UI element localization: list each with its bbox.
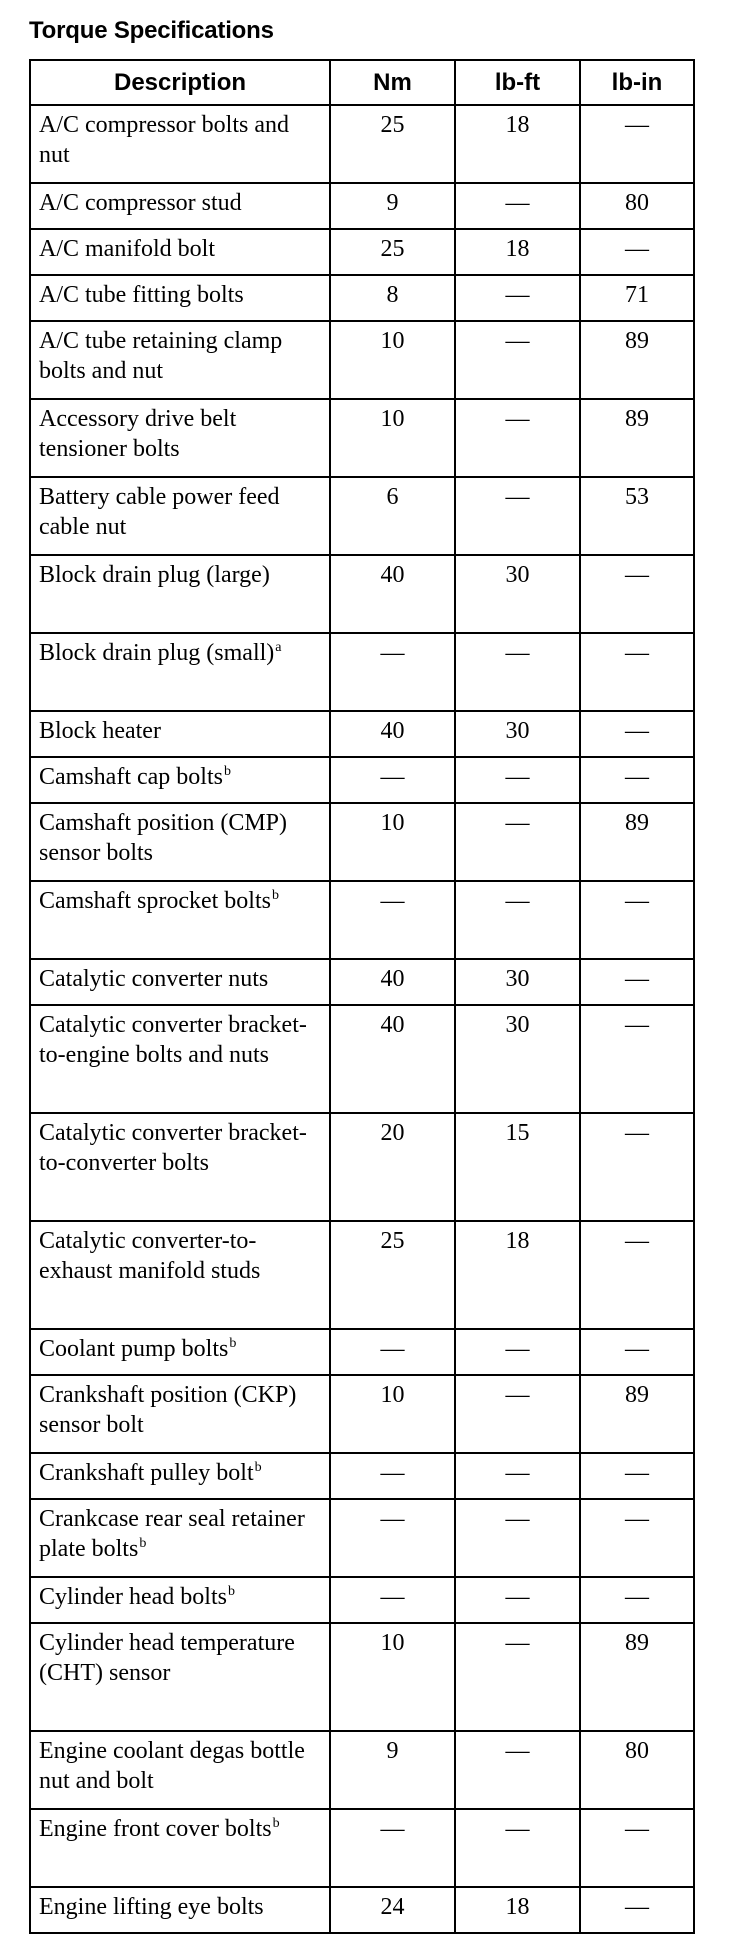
lbin-cell: —: [580, 1809, 694, 1887]
description-cell: Block heater: [30, 711, 330, 757]
page-title: Torque Specifications: [29, 17, 274, 44]
table-row: [30, 757, 694, 803]
lbft-cell: —: [455, 183, 580, 229]
lbft-cell: —: [455, 633, 580, 711]
nm-cell: 40: [330, 555, 455, 633]
lbft-cell: —: [455, 803, 580, 881]
nm-cell: 20: [330, 1113, 455, 1221]
table-row: [30, 1623, 694, 1731]
lbin-cell: —: [580, 229, 694, 275]
lbin-cell: 80: [580, 1731, 694, 1809]
footnote-marker: b: [139, 1536, 147, 1551]
nm-cell: 10: [330, 803, 455, 881]
lbft-cell: —: [455, 881, 580, 959]
lbin-cell: —: [580, 881, 694, 959]
description-cell: Camshaft sprocket bolts$^b$: [30, 881, 330, 959]
header-lbft: lb-ft: [455, 60, 580, 105]
lbin-cell: 89: [580, 1375, 694, 1453]
table-row: [30, 1499, 694, 1577]
lbft-cell: 30: [455, 555, 580, 633]
description-cell: Block drain plug (large): [30, 555, 330, 633]
footnote-marker: b: [223, 764, 231, 779]
nm-cell: —: [330, 1577, 455, 1623]
table-header-row: [30, 60, 694, 105]
description-cell: A/C compressor stud: [30, 183, 330, 229]
description-cell: Catalytic converter bracket-to-engine bolts and nuts: [30, 1005, 330, 1113]
lbin-cell: 89: [580, 1623, 694, 1731]
description-cell: Crankshaft pulley bolt$^b$: [30, 1453, 330, 1499]
description-cell: A/C compressor bolts and nut: [30, 105, 330, 183]
lbft-cell: 18: [455, 105, 580, 183]
nm-cell: 24: [330, 1887, 455, 1933]
description-cell: Engine lifting eye bolts: [30, 1887, 330, 1933]
nm-cell: 8: [330, 275, 455, 321]
table-row: [30, 1453, 694, 1499]
lbft-cell: 18: [455, 1221, 580, 1329]
nm-cell: 10: [330, 321, 455, 399]
table-row: [30, 803, 694, 881]
table-row: [30, 1887, 694, 1933]
table-row: [30, 229, 694, 275]
description-cell: Engine front cover bolts$^b$: [30, 1809, 330, 1887]
lbin-cell: —: [580, 1221, 694, 1329]
table-row: [30, 1221, 694, 1329]
table-row: [30, 1375, 694, 1453]
nm-cell: 10: [330, 399, 455, 477]
nm-cell: —: [330, 633, 455, 711]
nm-cell: 9: [330, 183, 455, 229]
footnote-marker: b: [254, 1460, 262, 1475]
lbin-cell: 71: [580, 275, 694, 321]
lbin-cell: —: [580, 555, 694, 633]
lbft-cell: 30: [455, 1005, 580, 1113]
description-cell: Crankshaft position (CKP) sensor bolt: [30, 1375, 330, 1453]
lbft-cell: —: [455, 275, 580, 321]
lbin-cell: —: [580, 711, 694, 757]
lbin-cell: 89: [580, 399, 694, 477]
table-row: [30, 555, 694, 633]
nm-cell: 25: [330, 105, 455, 183]
lbft-cell: 18: [455, 229, 580, 275]
description-cell: Catalytic converter bracket-to-converter bolts: [30, 1113, 330, 1221]
nm-cell: 40: [330, 711, 455, 757]
nm-cell: —: [330, 881, 455, 959]
lbft-cell: 30: [455, 711, 580, 757]
table-row: [30, 183, 694, 229]
lbin-cell: —: [580, 959, 694, 1005]
lbin-cell: —: [580, 1113, 694, 1221]
table-row: [30, 321, 694, 399]
lbft-cell: —: [455, 1731, 580, 1809]
header-description: Description: [30, 60, 330, 105]
nm-cell: 25: [330, 1221, 455, 1329]
description-cell: Camshaft cap bolts$^b$: [30, 757, 330, 803]
torque-spec-table: [29, 59, 695, 1934]
table-row: [30, 881, 694, 959]
table-row: [30, 1113, 694, 1221]
table-row: [30, 1577, 694, 1623]
nm-cell: 10: [330, 1623, 455, 1731]
lbin-cell: 53: [580, 477, 694, 555]
footnote-marker: b: [229, 1336, 237, 1351]
lbft-cell: 30: [455, 959, 580, 1005]
lbft-cell: —: [455, 321, 580, 399]
table-row: [30, 275, 694, 321]
description-cell: Catalytic converter-to-exhaust manifold studs: [30, 1221, 330, 1329]
footnote-marker: b: [272, 1816, 280, 1831]
description-cell: Catalytic converter nuts: [30, 959, 330, 1005]
table-row: [30, 477, 694, 555]
description-cell: Coolant pump bolts$^b$: [30, 1329, 330, 1375]
lbin-cell: —: [580, 1577, 694, 1623]
header-lbin: lb-in: [580, 60, 694, 105]
nm-cell: —: [330, 1499, 455, 1577]
description-cell: A/C tube fitting bolts: [30, 275, 330, 321]
lbft-cell: —: [455, 1453, 580, 1499]
table-row: [30, 1329, 694, 1375]
description-cell: Engine coolant degas bottle nut and bolt: [30, 1731, 330, 1809]
nm-cell: 25: [330, 229, 455, 275]
nm-cell: 9: [330, 1731, 455, 1809]
description-cell: Cylinder head bolts$^b$: [30, 1577, 330, 1623]
lbin-cell: —: [580, 1329, 694, 1375]
lbin-cell: —: [580, 1887, 694, 1933]
lbin-cell: —: [580, 757, 694, 803]
table-row: [30, 1731, 694, 1809]
footnote-marker: b: [227, 1584, 235, 1599]
footnote-marker: a: [275, 640, 282, 655]
lbin-cell: 80: [580, 183, 694, 229]
lbft-cell: —: [455, 477, 580, 555]
lbft-cell: —: [455, 1329, 580, 1375]
header-nm: Nm: [330, 60, 455, 105]
lbft-cell: —: [455, 1623, 580, 1731]
footnote-marker: b: [271, 888, 279, 903]
nm-cell: —: [330, 1453, 455, 1499]
nm-cell: —: [330, 757, 455, 803]
lbin-cell: —: [580, 1005, 694, 1113]
lbft-cell: 15: [455, 1113, 580, 1221]
table-row: [30, 1809, 694, 1887]
lbft-cell: —: [455, 1577, 580, 1623]
lbft-cell: 18: [455, 1887, 580, 1933]
table-row: [30, 1005, 694, 1113]
table-row: [30, 105, 694, 183]
table-row: [30, 633, 694, 711]
description-cell: Cylinder head temperature (CHT) sensor: [30, 1623, 330, 1731]
nm-cell: 6: [330, 477, 455, 555]
nm-cell: —: [330, 1809, 455, 1887]
description-cell: Accessory drive belt tensioner bolts: [30, 399, 330, 477]
description-cell: Battery cable power feed cable nut: [30, 477, 330, 555]
lbft-cell: —: [455, 1375, 580, 1453]
lbft-cell: —: [455, 1499, 580, 1577]
description-cell: A/C manifold bolt: [30, 229, 330, 275]
description-cell: Crankcase rear seal retainer plate bolts$^b$: [30, 1499, 330, 1577]
nm-cell: —: [330, 1329, 455, 1375]
lbft-cell: —: [455, 1809, 580, 1887]
table-row: [30, 959, 694, 1005]
nm-cell: 10: [330, 1375, 455, 1453]
nm-cell: 40: [330, 1005, 455, 1113]
table-row: [30, 399, 694, 477]
description-cell: Camshaft position (CMP) sensor bolts: [30, 803, 330, 881]
lbin-cell: 89: [580, 803, 694, 881]
nm-cell: 40: [330, 959, 455, 1005]
description-cell: A/C tube retaining clamp bolts and nut: [30, 321, 330, 399]
lbin-cell: —: [580, 1453, 694, 1499]
lbin-cell: —: [580, 633, 694, 711]
lbin-cell: —: [580, 105, 694, 183]
lbin-cell: —: [580, 1499, 694, 1577]
lbft-cell: —: [455, 757, 580, 803]
table-row: [30, 711, 694, 757]
lbin-cell: 89: [580, 321, 694, 399]
lbft-cell: —: [455, 399, 580, 477]
description-cell: Block drain plug (small)$^a$: [30, 633, 330, 711]
